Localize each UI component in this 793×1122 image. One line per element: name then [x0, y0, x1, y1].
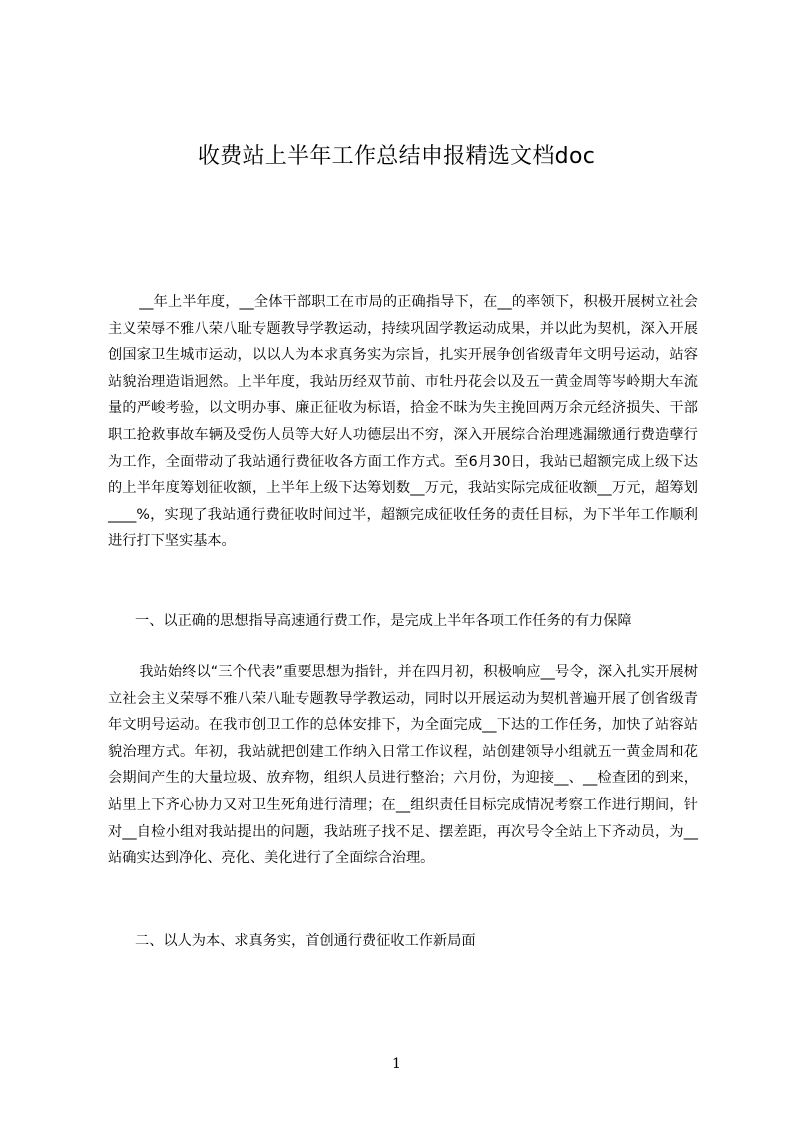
section-2-heading: 二、以人为本、求真务实，首创通行费征收工作新局面	[135, 933, 476, 949]
page-number: 1	[392, 1056, 401, 1072]
document-title: 收费站上半年工作总结申报精选文档doc	[197, 144, 596, 169]
section-1-body: 我站始终以“三个代表”重要思想为指针，并在四月初，积极响应__号令，深入扎实开展树立社会主义荣辱不雅八荣八耻专题教导学教运动，同时以开展运动为契机普遍开展了创省级青年文明号运动。在我市创卫工作的总体安排下，为全面完成__下达的工作任务，加快了站容站貌治理方式。年初，我站就把创建工作纳入日常工作议程，站创建领导小组就五一黄金周和花会期间产生的大量垃圾、放弃物，组织人员进行整治；六月份，为迎接__、__检查团的到来，站里上下齐心协力又对卫生死角进行清理；在__组织责任目标完成情况考察工作进行期间，针对__自检小组对我站提出的问题，我站班子找不足、摆差距，再次号令全站上下齐动员，为__站确实达到净化、亮化、美化进行了全面综合治理。	[108, 664, 698, 867]
section-1-heading: 一、以正确的思想指导高速通行费工作，是完成上半年各项工作任务的有力保障	[135, 613, 632, 629]
intro-paragraph: __年上半年度，__全体干部职工在市局的正确指导下，在__的率领下，积极开展树立社会主义荣辱不雅八荣八耻专题教导学教运动，持续巩固学教运动成果，并以此为契机，深入开展创国家卫生城市运动，以以人为本求真务实为宗旨，扎实开展争创省级青年文明号运动，站容站貌治理造诣迥然。上半年度，我站历经双节前、市牡丹花会以及五一黄金周等岑岭期大车流量的严峻考验，以文明办事、廉正征收为标语，拾金不昧为失主挽回两万余元经济损失、干部职工抢救事故车辆及受伤人员等大好人功德层出不穷，深入开展综合治理逃漏缴通行费造孽行为工作，全面带动了我站通行费征收各方面工作方式。至6月30日，我站已超额完成上级下达的上半年度筹划征收额，上半年上级下达筹划数__万元，我站实际完成征收额__万元，超筹划____%，实现了我站通行费征收时间过半，超额完成征收任务的责任目标，为下半年工作顺利进行打下坚实基本。	[108, 294, 698, 550]
